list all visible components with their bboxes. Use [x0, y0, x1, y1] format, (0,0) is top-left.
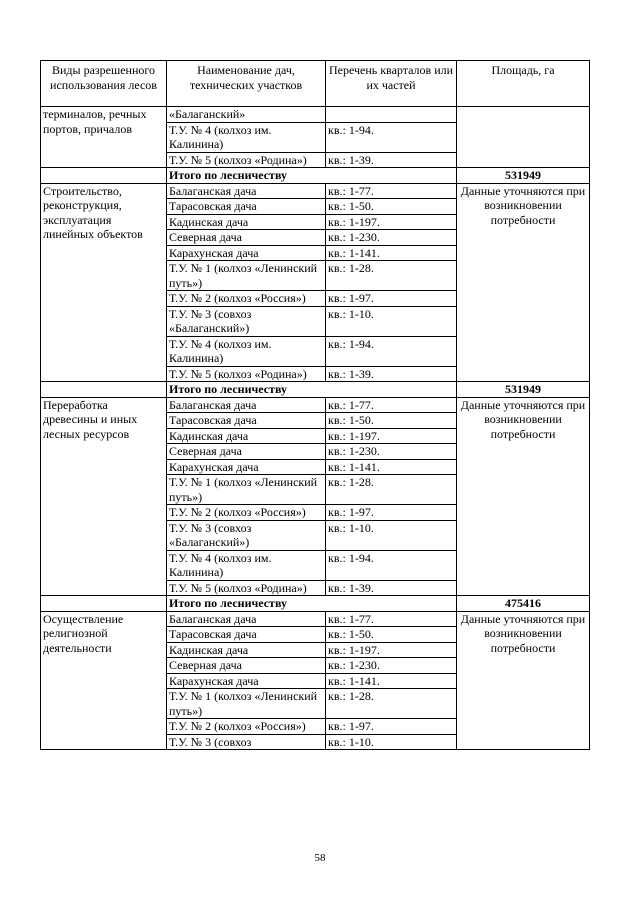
forest-use-table [40, 60, 590, 750]
quarters-cell: кв.: 1-50. [326, 199, 457, 215]
dacha-name-cell: Т.У. № 2 (колхоз «Россия») [167, 505, 326, 521]
total-value: 475416 [457, 596, 590, 612]
quarters-cell: кв.: 1-97. [326, 291, 457, 307]
dacha-name-cell: Т.У. № 3 (совхоз [167, 734, 326, 750]
quarters-cell: кв.: 1-197. [326, 642, 457, 658]
quarters-cell: кв.: 1-141. [326, 459, 457, 475]
dacha-name-cell: Кадинская дача [167, 214, 326, 230]
header-row [41, 61, 590, 107]
table-row [41, 107, 590, 123]
page-number: 58 [314, 852, 326, 864]
header-quarters: Перечень кварталов или их частей [326, 61, 457, 107]
dacha-name-cell: Т.У. № 4 (колхоз им. Калинина) [167, 122, 326, 152]
quarters-cell: кв.: 1-28. [326, 261, 457, 291]
total-empty-cell [41, 382, 167, 398]
quarters-cell [326, 107, 457, 123]
header-use-type: Виды разрешенного использования лесов [41, 61, 167, 107]
use-type-cell: Осуществление религиозной деятельности [41, 611, 167, 750]
dacha-name-cell: Тарасовская дача [167, 627, 326, 643]
dacha-name-cell: Карахунская дача [167, 459, 326, 475]
quarters-cell: кв.: 1-141. [326, 673, 457, 689]
quarters-cell: кв.: 1-97. [326, 505, 457, 521]
dacha-name-cell: Кадинская дача [167, 642, 326, 658]
quarters-cell: кв.: 1-97. [326, 719, 457, 735]
table-row [41, 611, 590, 627]
quarters-cell: кв.: 1-28. [326, 689, 457, 719]
dacha-name-cell: Т.У. № 4 (колхоз им. Калинина) [167, 550, 326, 580]
quarters-cell: кв.: 1-28. [326, 475, 457, 505]
quarters-cell: кв.: 1-39. [326, 366, 457, 382]
quarters-cell: кв.: 1-94. [326, 122, 457, 152]
quarters-cell: кв.: 1-94. [326, 336, 457, 366]
dacha-name-cell: Карахунская дача [167, 673, 326, 689]
table-row [41, 183, 590, 199]
quarters-cell: кв.: 1-50. [326, 627, 457, 643]
quarters-cell: кв.: 1-10. [326, 520, 457, 550]
use-type-cell: Переработка древесины и иных лесных ресурсов [41, 397, 167, 596]
area-note-cell: Данные уточняются при возникновении потребности [457, 397, 590, 596]
dacha-name-cell: Северная дача [167, 230, 326, 246]
area-note-cell: Данные уточняются при возникновении потребности [457, 183, 590, 382]
dacha-name-cell: Кадинская дача [167, 428, 326, 444]
quarters-cell: кв.: 1-10. [326, 306, 457, 336]
dacha-name-cell: Северная дача [167, 658, 326, 674]
dacha-name-cell: Т.У. № 5 (колхоз «Родина») [167, 152, 326, 168]
dacha-name-cell: Т.У. № 2 (колхоз «Россия») [167, 719, 326, 735]
quarters-cell: кв.: 1-197. [326, 428, 457, 444]
dacha-name-cell: Т.У. № 1 (колхоз «Ленинский путь») [167, 475, 326, 505]
total-empty-cell [41, 168, 167, 184]
quarters-cell: кв.: 1-77. [326, 183, 457, 199]
dacha-name-cell: Балаганская дача [167, 611, 326, 627]
dacha-name-cell: Т.У. № 5 (колхоз «Родина») [167, 366, 326, 382]
header-dacha-name: Наименование дач, технических участков [167, 61, 326, 107]
dacha-name-cell: «Балаганский» [167, 107, 326, 123]
dacha-name-cell: Т.У. № 1 (колхоз «Ленинский путь») [167, 261, 326, 291]
use-type-cell: терминалов, речных портов, причалов [41, 107, 167, 168]
quarters-cell: кв.: 1-197. [326, 214, 457, 230]
quarters-cell: кв.: 1-230. [326, 444, 457, 460]
table-body [41, 107, 590, 750]
use-type-cell: Строительство, реконструкция, эксплуатация линейных объектов [41, 183, 167, 382]
total-value: 531949 [457, 382, 590, 398]
total-row [41, 382, 590, 398]
total-value: 531949 [457, 168, 590, 184]
dacha-name-cell: Т.У. № 3 (совхоз «Балаганский») [167, 306, 326, 336]
quarters-cell: кв.: 1-230. [326, 230, 457, 246]
total-label: Итого по лесничеству [167, 382, 457, 398]
quarters-cell: кв.: 1-77. [326, 611, 457, 627]
header-area: Площадь, га [457, 61, 590, 107]
dacha-name-cell: Т.У. № 1 (колхоз «Ленинский путь») [167, 689, 326, 719]
area-note-cell: Данные уточняются при возникновении потребности [457, 611, 590, 750]
dacha-name-cell: Северная дача [167, 444, 326, 460]
area-note-cell [457, 107, 590, 168]
quarters-cell: кв.: 1-94. [326, 550, 457, 580]
total-empty-cell [41, 596, 167, 612]
total-label: Итого по лесничеству [167, 596, 457, 612]
dacha-name-cell: Т.У. № 2 (колхоз «Россия») [167, 291, 326, 307]
quarters-cell: кв.: 1-141. [326, 245, 457, 261]
dacha-name-cell: Тарасовская дача [167, 413, 326, 429]
dacha-name-cell: Карахунская дача [167, 245, 326, 261]
dacha-name-cell: Т.У. № 4 (колхоз им. Калинина) [167, 336, 326, 366]
quarters-cell: кв.: 1-39. [326, 152, 457, 168]
dacha-name-cell: Тарасовская дача [167, 199, 326, 215]
dacha-name-cell: Балаганская дача [167, 397, 326, 413]
quarters-cell: кв.: 1-39. [326, 580, 457, 596]
total-row [41, 596, 590, 612]
dacha-name-cell: Балаганская дача [167, 183, 326, 199]
dacha-name-cell: Т.У. № 5 (колхоз «Родина») [167, 580, 326, 596]
table-row [41, 397, 590, 413]
dacha-name-cell: Т.У. № 3 (совхоз «Балаганский») [167, 520, 326, 550]
quarters-cell: кв.: 1-50. [326, 413, 457, 429]
quarters-cell: кв.: 1-77. [326, 397, 457, 413]
quarters-cell: кв.: 1-230. [326, 658, 457, 674]
quarters-cell: кв.: 1-10. [326, 734, 457, 750]
total-row [41, 168, 590, 184]
total-label: Итого по лесничеству [167, 168, 457, 184]
